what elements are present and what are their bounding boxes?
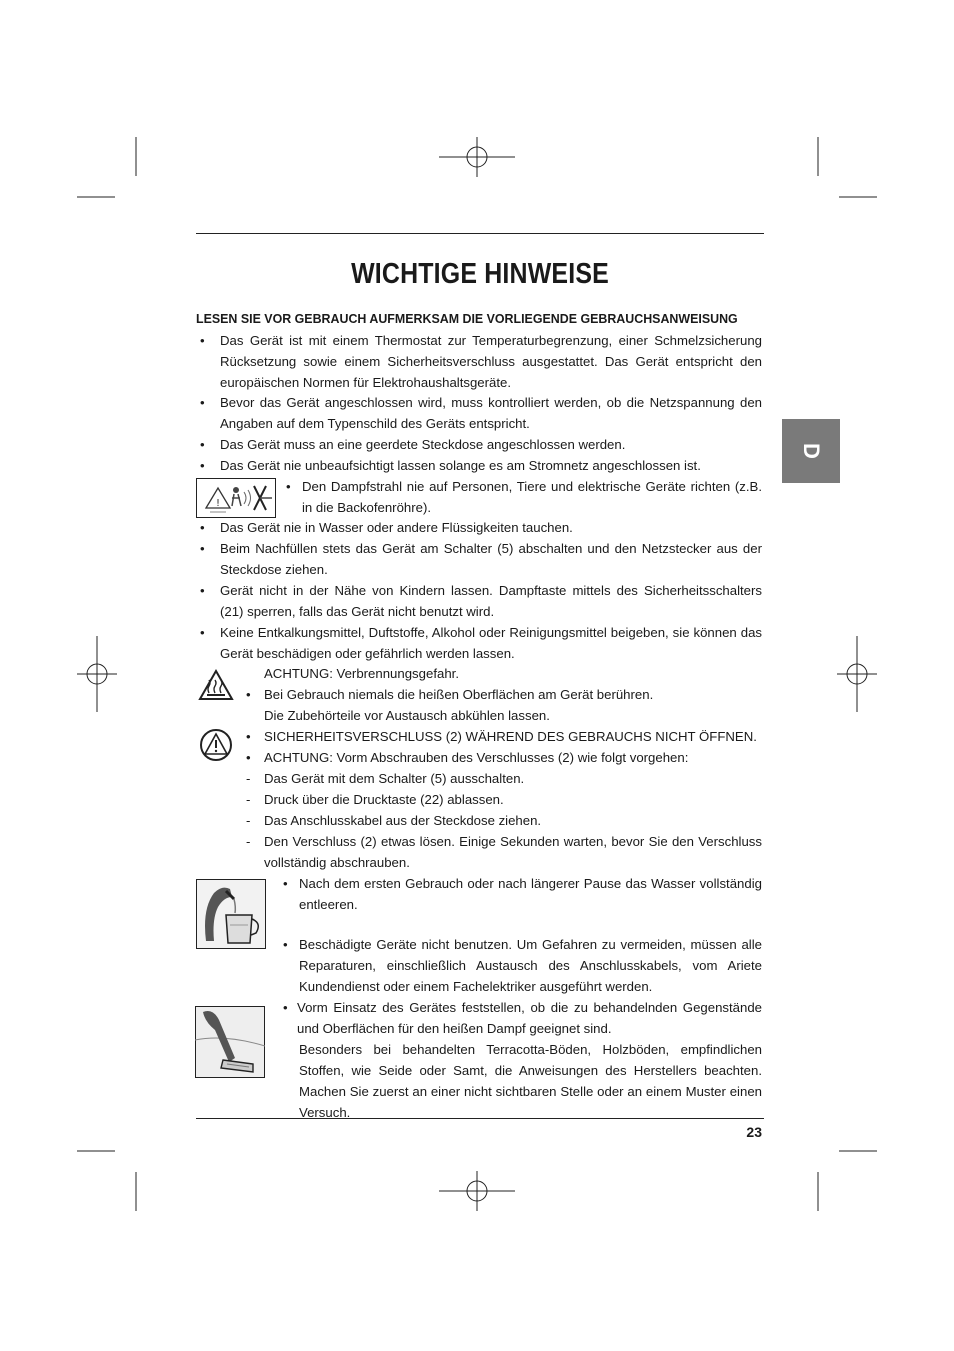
list-item: Keine Entkalkungsmittel, Duftstoffe, Alkohol oder Reinigungsmittel beigeben, sie können das Gerät beschädigen oder gefährlich werden lassen. bbox=[220, 625, 762, 661]
page-subtitle: LESEN SIE VOR GEBRAUCH AUFMERKSAM DIE VORLIEGENDE GEBRAUCHSANWEISUNG bbox=[196, 311, 738, 326]
bullet: • bbox=[200, 458, 205, 473]
list-item: Beschädigte Geräte nicht benutzen. Um Gefahren zu vermeiden, müssen alle Reparaturen, einschließlich Austausch des Anschlusskabels, vom Ariete Kundendienst oder einem Fachelektriker ausgeführt werden. bbox=[299, 937, 762, 994]
bullet: • bbox=[246, 729, 251, 744]
list-item: Nach dem ersten Gebrauch oder nach längerer Pause das Wasser vollständig entleeren. bbox=[299, 876, 762, 912]
hot-warning-bullet: Bei Gebrauch niemals die heißen Oberflächen am Gerät berühren. bbox=[264, 687, 654, 702]
cap-warning-bullet: ACHTUNG: Vorm Abschrauben des Verschlusses (2) wie folgt vorgehen: bbox=[264, 750, 689, 765]
bullet: • bbox=[200, 395, 205, 410]
list-item: Gerät nicht in der Nähe von Kindern lassen. Dampftaste mittels des Sicherheitsschalters (21) sperren, falls das Gerät nicht benutzt wird. bbox=[220, 583, 762, 619]
cap-warning-bullet: SICHERHEITSVERSCHLUSS (2) WÄHREND DES GEBRAUCHS NICHT ÖFFNEN. bbox=[264, 729, 757, 744]
list-item: Vorm Einsatz des Gerätes feststellen, ob die zu behandelnden Gegenstände und Oberflächen für den heißen Dampf geeignet sind. bbox=[297, 1000, 762, 1036]
language-tab: D bbox=[782, 419, 840, 483]
bullet: • bbox=[283, 1000, 288, 1015]
step-item: Den Verschluss (2) etwas lösen. Einige Sekunden warten, bevor Sie den Verschluss vollständig abschrauben. bbox=[264, 834, 762, 870]
list-item: Das Gerät nie unbeaufsichtigt lassen solange es am Stromnetz angeschlossen ist. bbox=[220, 458, 701, 473]
list-item: Das Gerät muss an eine geerdete Steckdose angeschlossen werden. bbox=[220, 437, 626, 452]
bullet: • bbox=[200, 437, 205, 452]
dash: - bbox=[246, 792, 251, 807]
bullet: • bbox=[283, 876, 288, 891]
dash: - bbox=[246, 813, 251, 828]
water-jug-icon bbox=[196, 879, 266, 949]
list-item: Beim Nachfüllen stets das Gerät am Schalter (5) abschalten und den Netzstecker aus der Steckdose ziehen. bbox=[220, 541, 762, 577]
bullet: • bbox=[283, 937, 288, 952]
step-item: Druck über die Drucktaste (22) ablassen. bbox=[264, 792, 504, 807]
step-item: Das Gerät mit dem Schalter (5) ausschalten. bbox=[264, 771, 525, 786]
bullet: • bbox=[200, 583, 205, 598]
dash: - bbox=[246, 771, 251, 786]
bullet: • bbox=[200, 520, 205, 535]
bullet: • bbox=[200, 625, 205, 640]
bullet: • bbox=[200, 333, 205, 348]
top-rule bbox=[196, 233, 764, 234]
list-item: Das Gerät ist mit einem Thermostat zur Temperaturbegrenzung, einer Schmelzsicherung Rücksetzung sowie einem Sicherheitsverschluss ausgestattet. Das Gerät entspricht den europäischen Normen für Elektrohaushaltsgeräte. bbox=[220, 333, 762, 390]
hot-warning-note: Die Zubehörteile vor Austausch abkühlen lassen. bbox=[264, 708, 550, 723]
no-steam-on-people-icon bbox=[196, 478, 276, 518]
general-warning-icon bbox=[199, 728, 233, 762]
dash: - bbox=[246, 834, 251, 849]
bullet: • bbox=[200, 541, 205, 556]
step-item: Das Anschlusskabel aus der Steckdose ziehen. bbox=[264, 813, 542, 828]
steam-cleaner-icon bbox=[195, 1006, 265, 1078]
hot-surface-warning-icon bbox=[198, 669, 234, 701]
svg-text:!: ! bbox=[215, 498, 221, 509]
bullet: • bbox=[286, 479, 291, 494]
bullet: • bbox=[246, 750, 251, 765]
page-title: WICHTIGE HINWEISE bbox=[351, 258, 609, 290]
list-item: Das Gerät nie in Wasser oder andere Flüssigkeiten tauchen. bbox=[220, 520, 573, 535]
list-item-continuation: Besonders bei behandelten Terracotta-Böden, Holzböden, empfindlichen Stoffen, wie Seide oder Samt, die Anweisungen des Herstellers beachten. Machen Sie zuerst an einer nicht sichtbaren Stelle oder an einem Muster einen Versuch. bbox=[299, 1042, 762, 1120]
bottom-rule bbox=[196, 1118, 764, 1119]
page-number: 23 bbox=[746, 1124, 762, 1140]
list-item: Den Dampfstrahl nie auf Personen, Tiere und elektrische Geräte richten (z.B. in die Backofenröhre). bbox=[302, 479, 762, 515]
list-item: Bevor das Gerät angeschlossen wird, muss kontrolliert werden, ob die Netzspannung den Angaben auf dem Typenschild des Geräts entspricht. bbox=[220, 395, 762, 431]
bullet: • bbox=[246, 687, 251, 702]
hot-warning-heading: ACHTUNG: Verbrennungsgefahr. bbox=[264, 666, 459, 681]
